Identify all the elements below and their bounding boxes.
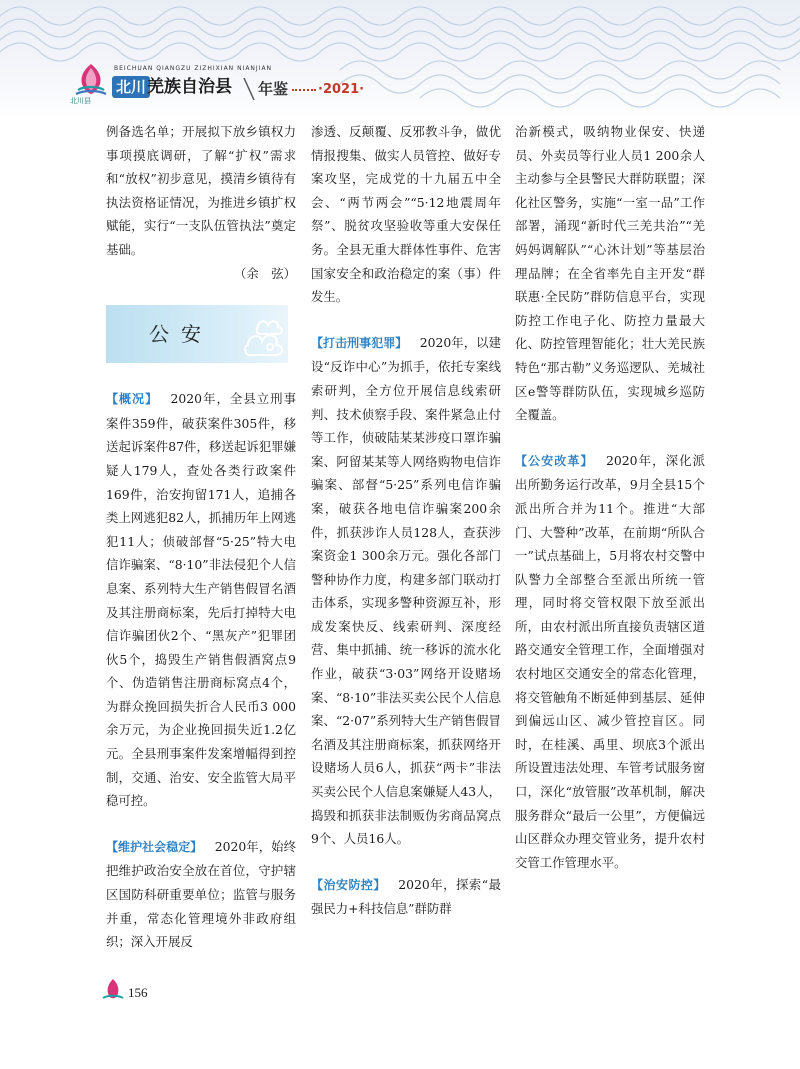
stability-text: 2020年，始终把维护政治安全放在首位，守护辖区国防科研重要单位；监管与服务并重，常态化管理境外非政府组织；深入开展反 — [106, 838, 296, 950]
security-text: 2020年，探索“最强民力+科技信息”群防群 — [311, 876, 501, 917]
paragraph-gap — [311, 851, 501, 873]
crime-heading: 【打击刑事犯罪】 — [311, 335, 408, 350]
wave-pattern-decoration — [0, 0, 800, 120]
security-heading: 【治安防控】 — [311, 877, 386, 892]
column-3 — [515, 120, 705, 874]
header-title-badge: 北川 — [112, 76, 150, 98]
paragraph-gap — [515, 427, 705, 449]
paragraph-gap — [311, 309, 501, 331]
stability-continued-paragraph: 渗透、反颠覆、反邪教斗争，做优情报搜集、做实人员管控、做好专案攻坚，完成党的十九届五中全会、“两节两会”“5·12地震周年祭”、脱贫攻坚验收等重大安保任务。全县无重大群体性事件、危害国家安全和政治稳定的案（事）件发生。 — [311, 124, 501, 305]
page-number-flower-icon — [100, 976, 126, 1002]
author-credit: （余 弦） — [234, 265, 296, 281]
section-title: 公安 — [149, 322, 213, 347]
logo-caption: 北川县 — [70, 97, 91, 105]
security-paragraph — [311, 873, 501, 921]
crime-paragraph — [311, 331, 501, 851]
section-heading-box — [106, 305, 288, 363]
overview-heading: 【概况】 — [106, 392, 159, 407]
header-pinyin: BEICHUAN QIANGZU ZIZHIXIAN NIANJIAN — [114, 65, 273, 72]
reform-paragraph — [515, 449, 705, 875]
overview-paragraph — [106, 387, 296, 813]
year-dots-decoration — [292, 89, 316, 93]
stability-paragraph — [106, 835, 296, 954]
cloud-pattern-icon — [240, 305, 288, 363]
year-number: ·2021· — [318, 82, 365, 97]
stability-heading: 【维护社会稳定】 — [106, 839, 203, 854]
yearbook-label: 年鉴 — [258, 80, 289, 98]
page-header — [0, 0, 800, 120]
header-divider-icon — [242, 76, 256, 102]
reform-heading: 【公安改革】 — [515, 453, 594, 468]
crime-text: 2020年，以建设“反诈中心”为抓手，依托专案线索研判，全方位开展信息线索研判、技术侦察手段、案件紧急止付等工作，侦破陆某某涉疫口罩诈骗案、阿留某某等人网络购物电信诈骗案、部督“5·25”系列电信诈骗案，破获各地电信诈骗案200余件，抓获涉诈人员128人，查获涉案资金1 300余万元。强化各部门警种协作力度，构建多部门联动打击体系，实现多警种资源互补，形成发案快反、线索研判、深度经营、集中抓捕、统一移诉的流水化作业，破获“3·03”网络开设赌场案、“8·10”非法买卖公民个人信息案、“2·07”系列特大生产销售假冒名酒及其注册商标案，抓获网络开设赌场人员6人，抓获“两卡”非法买卖公民个人信息案嫌疑人43人，捣毁和抓获非法制贩伪劣商品窝点9个、人员16人。 — [311, 334, 501, 847]
security-continued-paragraph: 治新模式，吸纳物业保安、快递员、外卖员等行业人员1 200余人主动参与全县警民大群防联盟；深化社区警务，实施“一室一品”工作部署，涌现“新时代三羌共治”“羌妈妈调解队”“心沐计划”等基层治理品牌；在全省率先自主开发“群联惠·全民防”群防信息平台，实现防控工作电子化、防控力量最大化、防控管理智能化；壮大羌民族特色“那古勒”义务巡逻队、羌城社区e警等群防队伍，实现城乡巡防全覆盖。 — [515, 124, 705, 423]
reform-text: 2020年，深化派出所勤务运行改革，9月全县15个派出所合并为11个。推进“大部门、大警种”改革，在前期“所队合一”试点基础上，5月将农村交警中队警力全部整合至派出所统一管理，同时将交管权限下放至派出所，由农村派出所直接负责辖区道路交通安全管理工作，全面增强对农村地区交通安全的常态化管理，将交管触角不断延伸到基层、延伸到偏远山区、减少管控盲区。同时，在桂溪、禹里、坝底3个派出所设置违法处理、车管考试服务窗口，深化“放管服”改革机制，解决服务群众“最后一公里”，方便偏远山区群众办理交管业务，提升农村交管工作管理水平。 — [515, 452, 705, 870]
county-logo-icon — [74, 60, 108, 98]
page-number: 156 — [128, 985, 148, 1000]
header-title: 羌族自治县 — [147, 77, 232, 97]
paragraph-gap — [106, 813, 296, 835]
column-2 — [311, 120, 501, 921]
column-1 — [106, 120, 296, 954]
intro-paragraph: 例备选名单；开展拟下放乡镇权力事项摸底调研，了解“扩权”需求和“放权”初步意见，摸清乡镇待有执法资格证情况，为推进乡镇扩权赋能，实行“一支队伍管执法”奠定基础。 — [106, 124, 296, 257]
overview-text: 2020年，全县立刑事案件359件，破获案件305件，移送起诉案件87件，移送起诉犯罪嫌疑人179人，查处各类行政案件169件，治安拘留171人，追捕各类上网逃犯82人，抓捕历年上网逃犯11人；侦破部督“5·25”特大电信诈骗案、“8·10”非法侵犯个人信息案、系列特大生产销售假冒名酒及其注册商标案，先后打掉特大电信诈骗团伙2个、“黑灰产”犯罪团伙5个，捣毁生产销售假酒窝点9个、伪造销售注册商标窝点4个，为群众挽回损失折合人民币3 000余万元，为企业挽回损失近1.2亿元。全县刑事案件发案增幅得到控制，交通、治安、安全监管大局平稳可控。 — [106, 391, 296, 809]
